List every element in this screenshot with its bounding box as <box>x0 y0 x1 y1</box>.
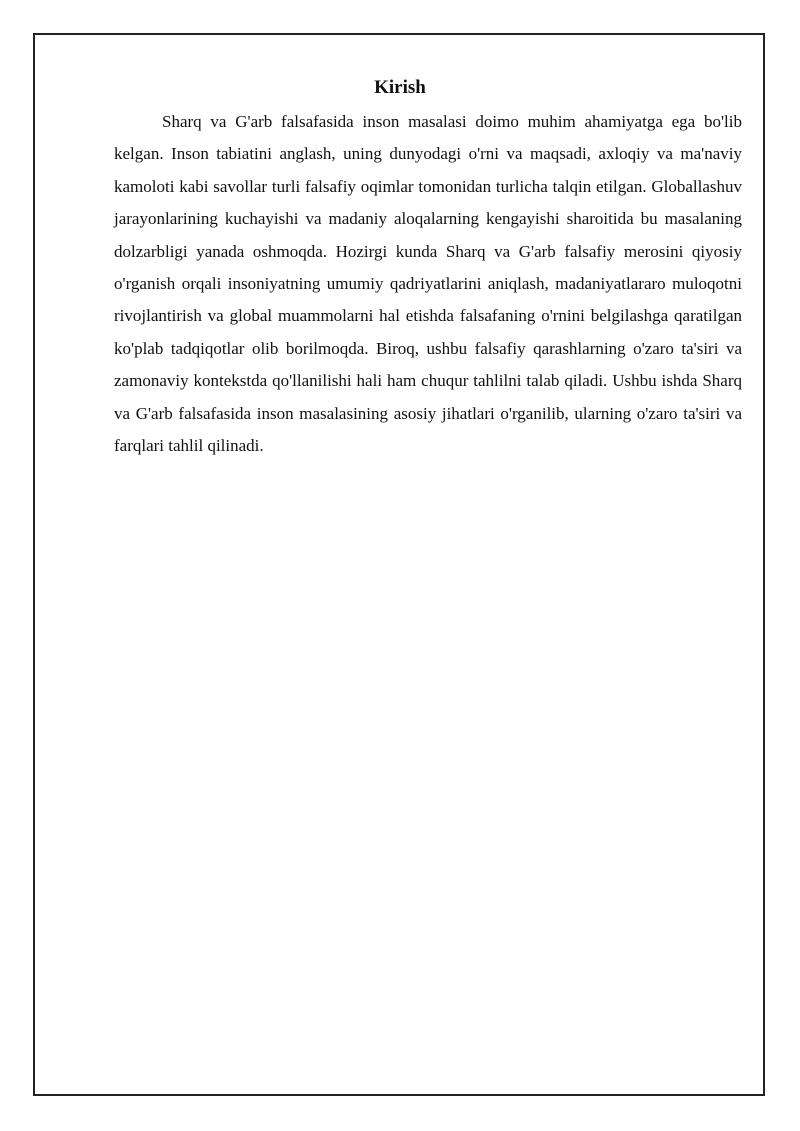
document-title: Kirish <box>374 77 426 98</box>
body-paragraph: Sharq va G'arb falsafasida inson masalasi doimo muhim ahamiyatga ega bo'lib kelgan. Inson tabiatini anglash, uning dunyodagi o'rni va maqsadi, axloqiy va ma'naviy kamoloti kabi savollar turli falsafiy oqimlar tomonidan turlicha talqin etilgan. Globallashuv jarayonlarining kuchayishi va madaniy aloqalarning kengayishi sharoitida bu masalaning dolzarbligi yanada oshmoqda. Hozirgi kunda Sharq va G'arb falsafiy merosini qiyosiy o'rganish orqali insoniyatning umumiy qadriyatlarini aniqlash, madaniyatlararo muloqotni rivojlantirish va global muammolarni hal etishda falsafaning o'rnini belgilashga qaratilgan ko'plab tadqiqotlar olib borilmoqda. Biroq, ushbu falsafiy qarashlarning o'zaro ta'siri va zamonaviy kontekstda qo'llanilishi hali ham chuqur tahlilni talab qiladi. Ushbu ishda Sharq va G'arb falsafasida inson masalasining asosiy jihatlari o'rganilib, ularning o'zaro ta'siri va farqlari tahlil qilinadi. <box>114 112 742 456</box>
